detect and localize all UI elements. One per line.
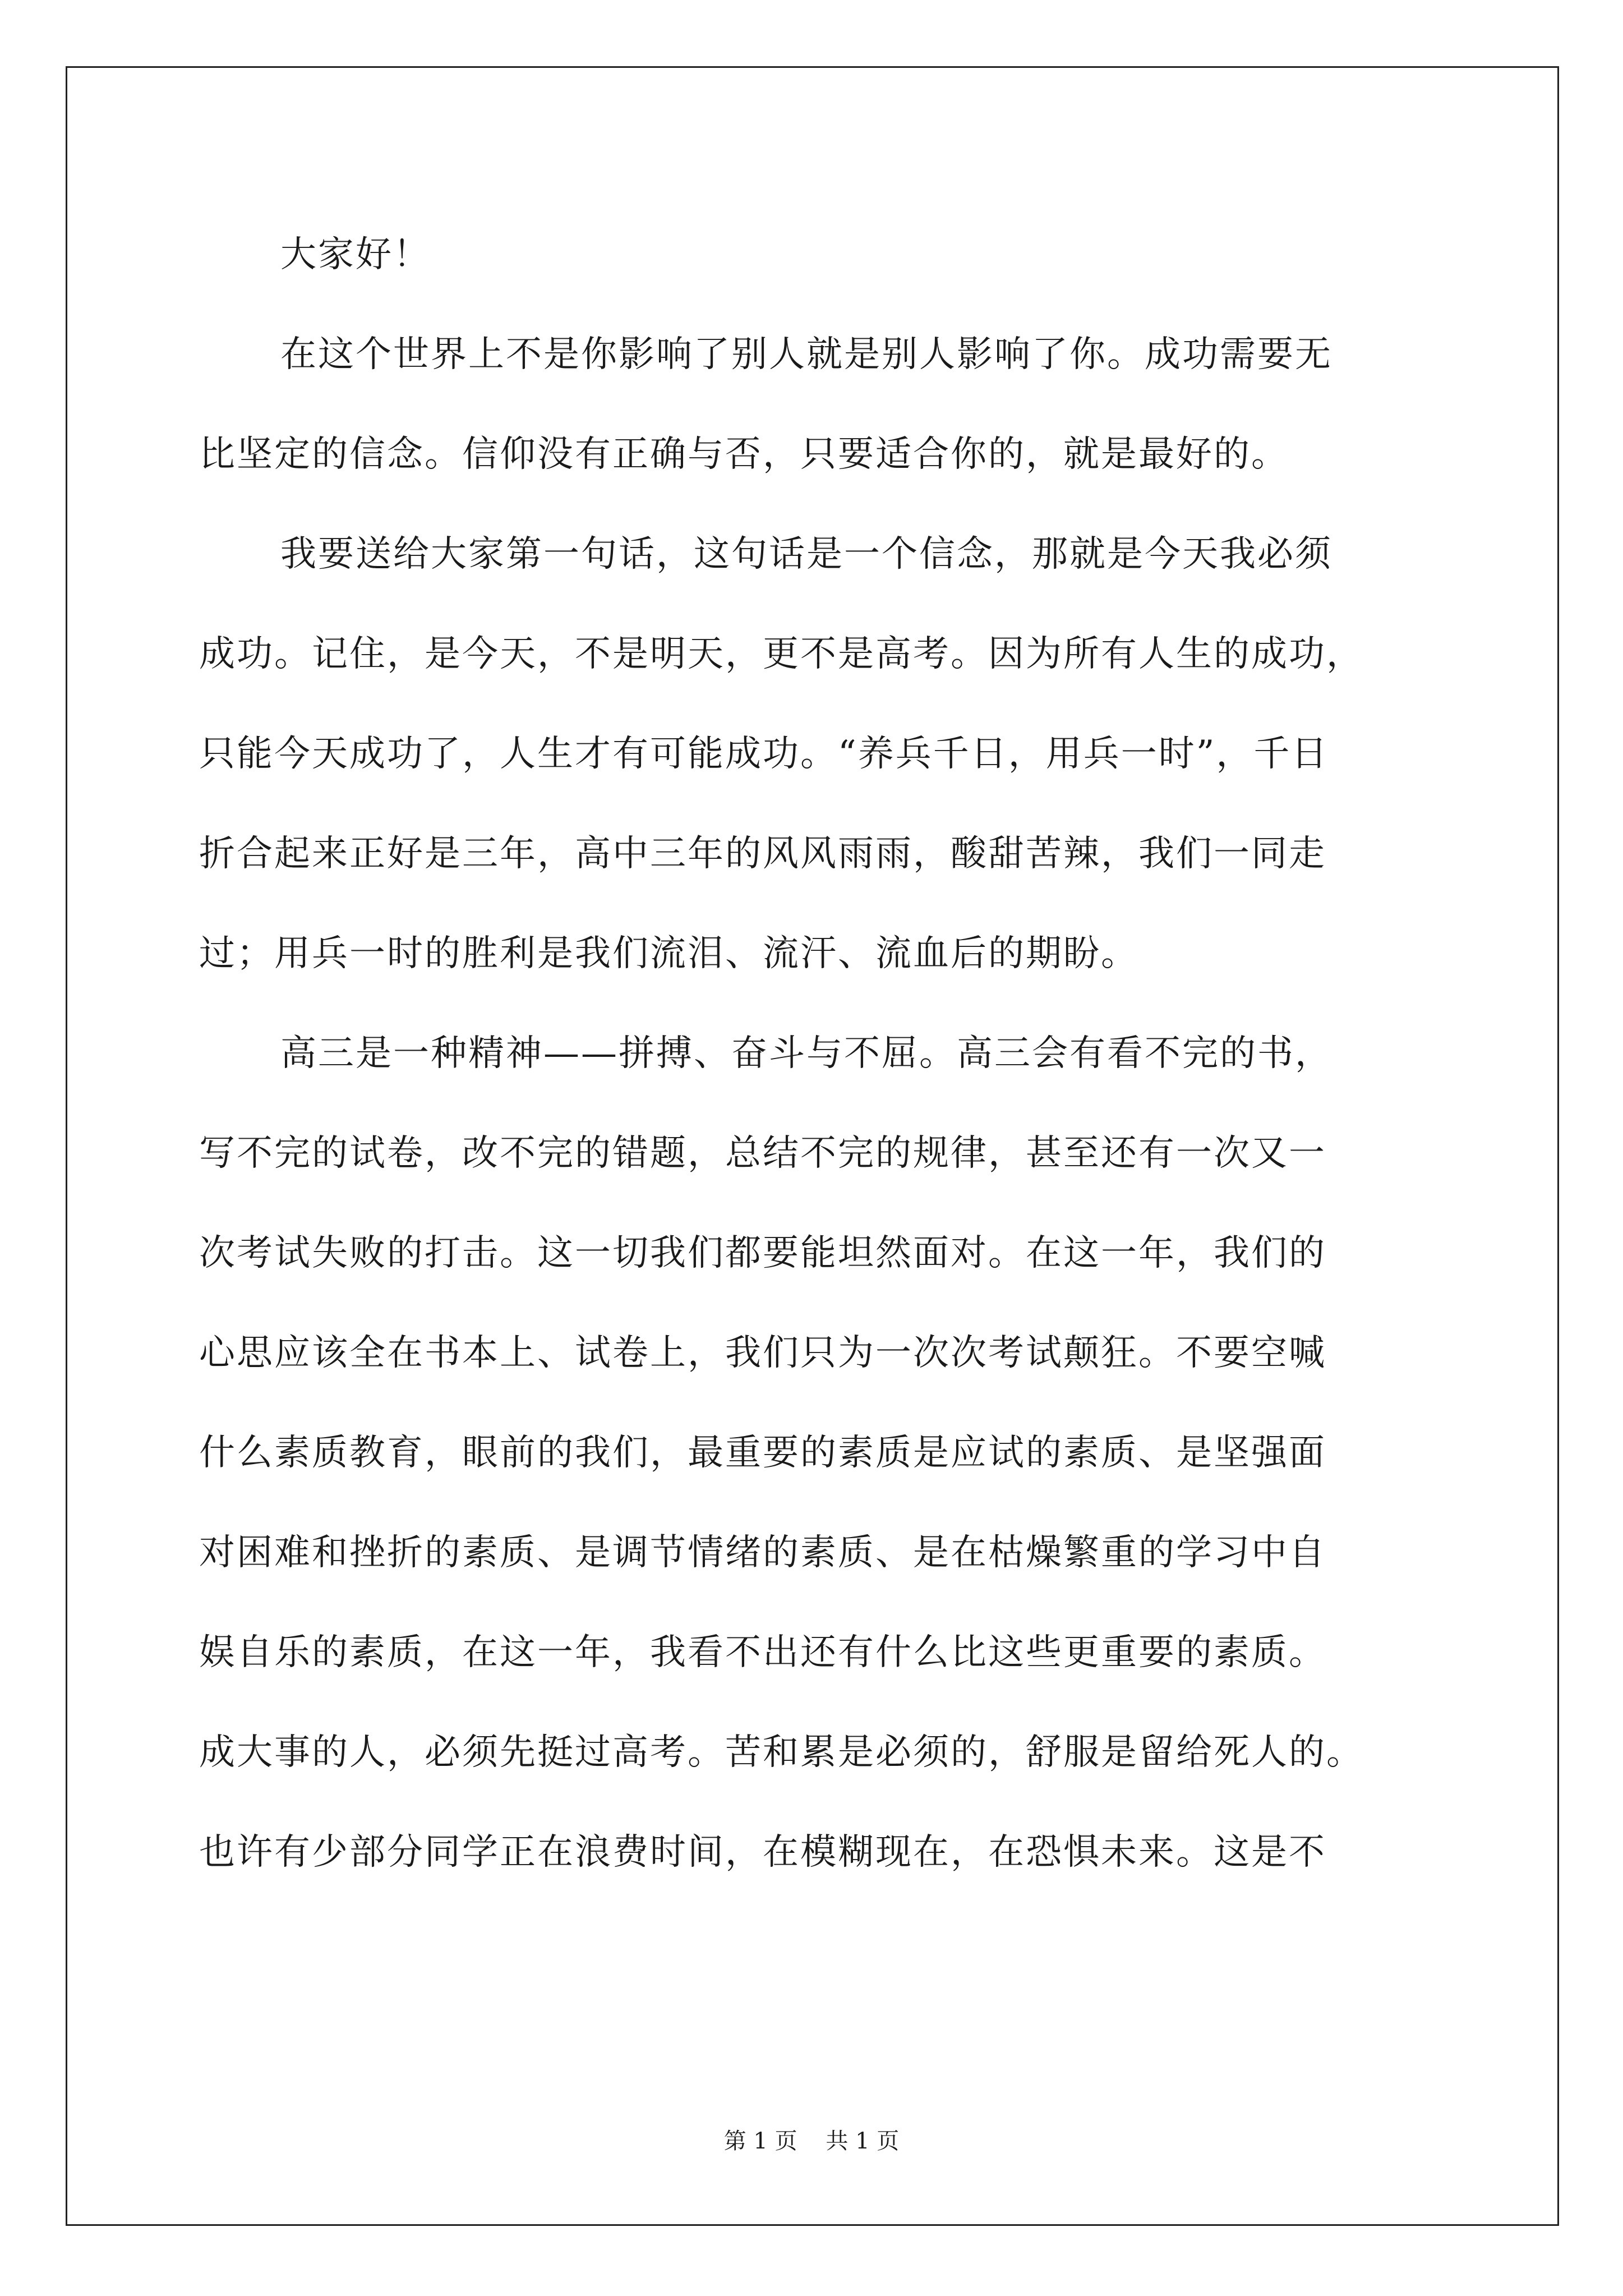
text-line: 次考试失败的打击。这一切我们都要能坦然面对。在这一年，我们的 <box>199 1232 1326 1274</box>
text-line: 在这个世界上不是你影响了别人就是别人影响了你。成功需要无 <box>280 334 1332 375</box>
text-line: 成大事的人，必须先挺过高考。苦和累是必须的，舒服是留给死人的。 <box>199 1732 1364 1773</box>
text-line: 成功。记住，是今天，不是明天，更不是高考。因为所有人生的成功， <box>199 633 1364 675</box>
text-line: 写不完的试卷，改不完的错题，总结不完的规律，甚至还有一次又一 <box>199 1133 1326 1174</box>
text-line: 什么素质教育，眼前的我们，最重要的素质是应试的素质、是坚强面 <box>199 1432 1326 1474</box>
text-line: 比坚定的信念。信仰没有正确与否，只要适合你的，就是最好的。 <box>199 434 1289 475</box>
text-line: 对困难和挫折的素质、是调节情绪的素质、是在枯燥繁重的学习中自 <box>199 1532 1326 1573</box>
text-line: 折合起来正好是三年，高中三年的风风雨雨，酸甜苦辣，我们一同走 <box>199 833 1326 875</box>
text-line: 只能今天成功了，人生才有可能成功。“养兵千日，用兵一时”，千日 <box>199 733 1329 775</box>
document-body <box>199 205 1483 1902</box>
text-line: 大家好！ <box>280 234 431 275</box>
text-line: 娱自乐的素质，在这一年，我看不出还有什么比这些更重要的素质。 <box>199 1632 1326 1673</box>
text-line: 高三是一种精神——拼搏、奋斗与不屈。高三会有看不完的书， <box>280 1033 1332 1074</box>
text-line: 过；用兵一时的胜利是我们流泪、流汗、流血后的期盼。 <box>199 933 1138 974</box>
text-line: 我要送给大家第一句话，这句话是一个信念，那就是今天我必须 <box>280 533 1332 575</box>
page-number-footer: 第 1 页 共 1 页 <box>723 2128 900 2154</box>
text-line: 心思应该全在书本上、试卷上，我们只为一次次考试颠狂。不要空喊 <box>199 1332 1326 1374</box>
text-line: 也许有少部分同学正在浪费时间，在模糊现在，在恐惧未来。这是不 <box>199 1832 1326 1873</box>
